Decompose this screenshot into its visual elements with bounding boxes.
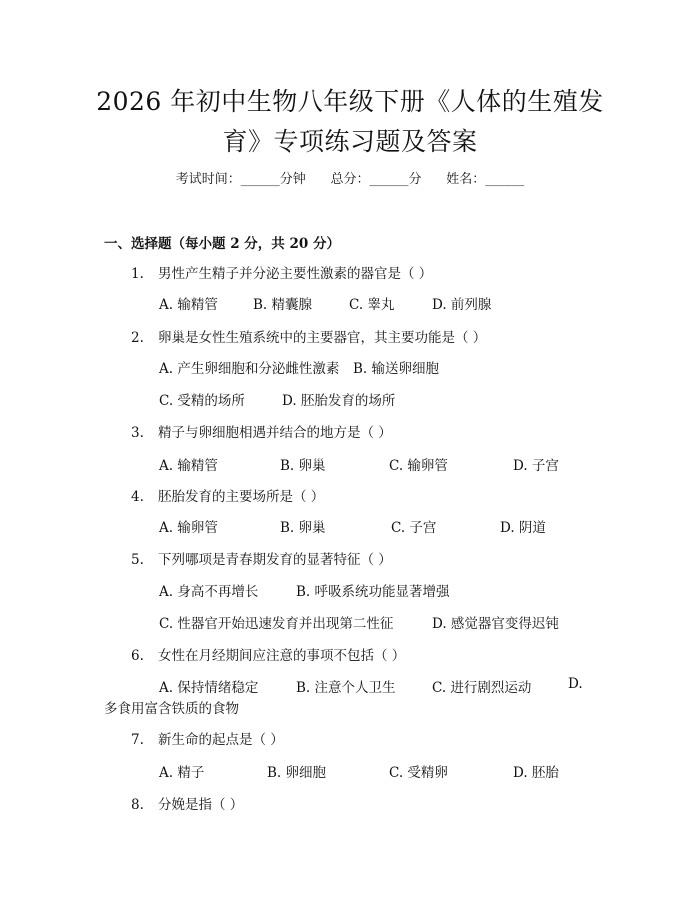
option-b: B. 精囊腺 bbox=[253, 297, 313, 313]
question-number: 4. bbox=[131, 489, 144, 505]
question-number: 1. bbox=[131, 266, 144, 282]
title-line-1: 2026 年初中生物八年级下册《人体的生殖发 bbox=[96, 87, 604, 116]
question-5 bbox=[131, 548, 392, 568]
option-c: C. 受精卵 bbox=[389, 765, 448, 781]
option-a: A. 输精管 bbox=[159, 458, 218, 474]
question-number: 7. bbox=[131, 732, 144, 748]
question-number: 6. bbox=[131, 648, 144, 664]
option-d: D. bbox=[568, 676, 583, 692]
option-c: C. 子宫 bbox=[391, 520, 437, 536]
section-heading: 一、选择题（每小题 2 分，共 20 分） bbox=[104, 236, 340, 252]
page-title bbox=[40, 82, 660, 162]
exam-info-line: 考试时间：______分钟 总分：______分 姓名：______ bbox=[175, 172, 525, 187]
question-6 bbox=[131, 644, 405, 664]
question-4 bbox=[131, 485, 324, 505]
question-text: 男性产生精子并分泌主要性激素的器官是（ ） bbox=[158, 266, 433, 282]
option-d: D. 前列腺 bbox=[432, 297, 492, 313]
option-c: C. 受精的场所 bbox=[159, 393, 245, 409]
question-number: 3. bbox=[131, 425, 144, 441]
option-b: B. 呼吸系统功能显著增强 bbox=[296, 584, 450, 600]
option-c: C. 睾丸 bbox=[349, 297, 395, 313]
question-number: 2. bbox=[131, 330, 144, 346]
question-number: 5. bbox=[131, 552, 144, 568]
option-a: A. 身高不再增长 bbox=[159, 584, 259, 600]
question-text: 女性在月经期间应注意的事项不包括（ ） bbox=[158, 648, 406, 664]
question-text: 新生命的起点是（ ） bbox=[158, 732, 284, 748]
question-2 bbox=[131, 326, 486, 346]
title-line-2: 育》专项练习题及答案 bbox=[222, 127, 478, 156]
option-b: B. 注意个人卫生 bbox=[296, 680, 396, 696]
question-text: 卵巢是女性生殖系统中的主要器官，其主要功能是（ ） bbox=[158, 330, 487, 346]
question-number: 8. bbox=[131, 797, 144, 813]
option-d: D. 阴道 bbox=[500, 520, 546, 536]
option-a: A. 输精管 bbox=[159, 297, 218, 313]
option-d-continued: 多食用富含铁质的食物 bbox=[104, 701, 239, 717]
option-c: C. 进行剧烈运动 bbox=[432, 680, 532, 696]
option-d: D. 胚胎发育的场所 bbox=[282, 393, 396, 409]
option-d: D. 胚胎 bbox=[513, 765, 559, 781]
question-text: 精子与卵细胞相遇并结合的地方是（ ） bbox=[158, 425, 392, 441]
question-text: 下列哪项是青春期发育的显著特征（ ） bbox=[158, 552, 392, 568]
option-c: C. 输卵管 bbox=[389, 458, 448, 474]
option-b: B. 卵细胞 bbox=[267, 765, 327, 781]
option-a: A. 产生卵细胞和分泌雌性激素 bbox=[159, 361, 340, 377]
option-b: B. 卵巢 bbox=[280, 520, 326, 536]
option-a: A. 精子 bbox=[159, 765, 205, 781]
question-3 bbox=[131, 421, 392, 441]
question-1 bbox=[131, 262, 432, 282]
question-text: 胚胎发育的主要场所是（ ） bbox=[158, 489, 325, 505]
option-b: B. 输送卵细胞 bbox=[353, 361, 440, 377]
option-b: B. 卵巢 bbox=[280, 458, 326, 474]
option-a: A. 输卵管 bbox=[159, 520, 218, 536]
option-d: D. 子宫 bbox=[513, 458, 559, 474]
question-text: 分娩是指（ ） bbox=[158, 797, 244, 813]
option-a: A. 保持情绪稳定 bbox=[159, 680, 259, 696]
question-8 bbox=[131, 793, 243, 813]
question-7 bbox=[131, 728, 284, 748]
option-c: C. 性器官开始迅速发育并出现第二性征 bbox=[159, 616, 394, 632]
option-d: D. 感觉器官变得迟钝 bbox=[432, 616, 559, 632]
